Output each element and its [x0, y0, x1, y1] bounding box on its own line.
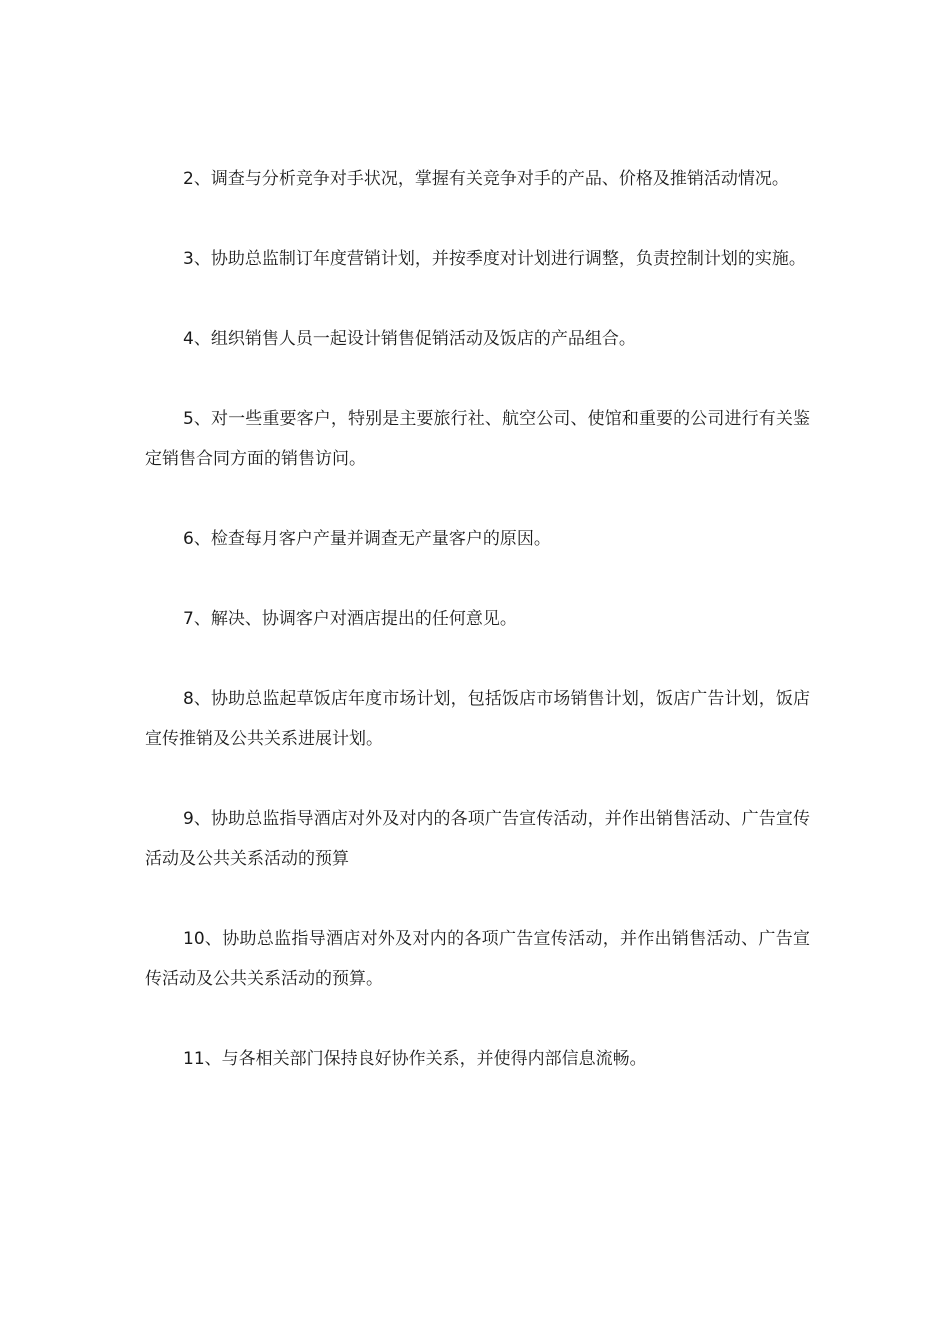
document-body: [145, 159, 810, 1119]
paragraph-10: 10、协助总监指导酒店对外及对内的各项广告宣传活动，并作出销售活动、广告宣传活动及公共关系活动的预算。: [145, 929, 810, 989]
paragraph-3: 3、协助总监制订年度营销计划，并按季度对计划进行调整，负责控制计划的实施。: [183, 249, 806, 269]
paragraph-6: 6、检查每月客户产量并调查无产量客户的原因。: [183, 529, 551, 549]
paragraph-8: 8、协助总监起草饭店年度市场计划，包括饭店市场销售计划，饭店广告计划，饭店宣传推销及公共关系进展计划。: [145, 689, 810, 749]
paragraph-4: 4、组织销售人员一起设计销售促销活动及饭店的产品组合。: [183, 329, 636, 349]
paragraph-2: 2、调查与分析竞争对手状况，掌握有关竞争对手的产品、价格及推销活动情况。: [183, 169, 789, 189]
paragraph-9: 9、协助总监指导酒店对外及对内的各项广告宣传活动，并作出销售活动、广告宣传活动及公共关系活动的预算: [145, 809, 810, 869]
paragraph-5: 5、对一些重要客户，特别是主要旅行社、航空公司、使馆和重要的公司进行有关鉴定销售合同方面的销售访问。: [145, 409, 810, 469]
paragraph-7: 7、解决、协调客户对酒店提出的任何意见。: [183, 609, 517, 629]
paragraph-11: 11、与各相关部门保持良好协作关系，并使得内部信息流畅。: [183, 1049, 647, 1069]
